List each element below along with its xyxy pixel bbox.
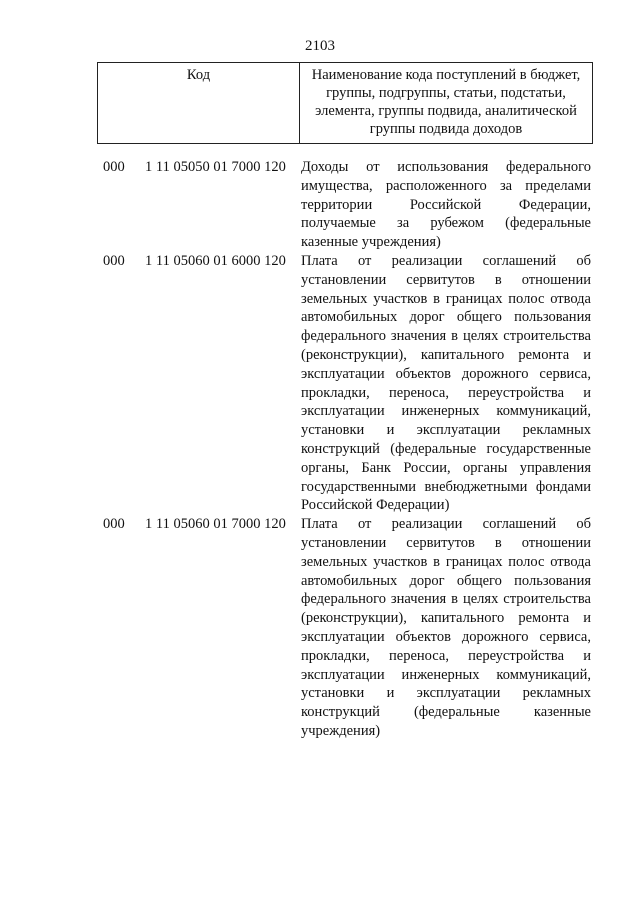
entry-group: 000 (103, 159, 125, 175)
header-row (98, 63, 593, 144)
entry-group: 000 (103, 252, 125, 269)
entry-description: Плата от реализации соглашений об установлении сервитутов в отношении земельных участков в границах полос отвода автомобильных дорог общего пользования федерального значения в целях строительства (реконструкции), капитального ремонта и эксплуатации объектов дорожного сервиса, прокладки, переноса, переустройства и эксплуатации инженерных коммуникаций, установки и эксплуатации рекламных конструкций (федеральные казенные учреждения) (301, 516, 591, 739)
entry-description: Доходы от использования федерального имущества, расположенного за пределами территории Российской Федерации, получаемые за рубежом (федеральные казенные учреждения) (301, 159, 591, 251)
entry-description: Плата от реализации соглашений об установлении сервитутов в отношении земельных участков в границах полос отвода автомобильных дорог общего пользования федерального значения в целях строительства (реконструкции), капитального ремонта и эксплуатации объектов дорожного сервиса, прокладки, переноса, переустройства и эксплуатации инженерных коммуникаций, установки и эксплуатации рекламных конструкций (федеральные государственные органы, Банк России, органы управления государственными внебюджетными фондами Российской Федерации) (301, 252, 591, 514)
entry-row (0, 515, 640, 741)
entry-code: 1 11 05060 01 7000 120 (145, 516, 286, 533)
entry-code: 1 11 05060 01 6000 120 (145, 252, 286, 269)
entry-group: 000 (103, 516, 125, 533)
header-table (97, 62, 593, 144)
entry-row (0, 252, 640, 515)
entry-code: 1 11 05050 01 7000 120 (145, 159, 286, 175)
entries-list (0, 158, 640, 741)
name-column-header: Наименование кода поступлений в бюджет, группы, подгруппы, статьи, подстатьи, элемента, группы подвида, аналитической группы подвида доходов (300, 63, 593, 144)
entry-row (0, 158, 640, 252)
code-column-header: Код (98, 63, 300, 144)
page-number: 2103 (305, 38, 335, 54)
